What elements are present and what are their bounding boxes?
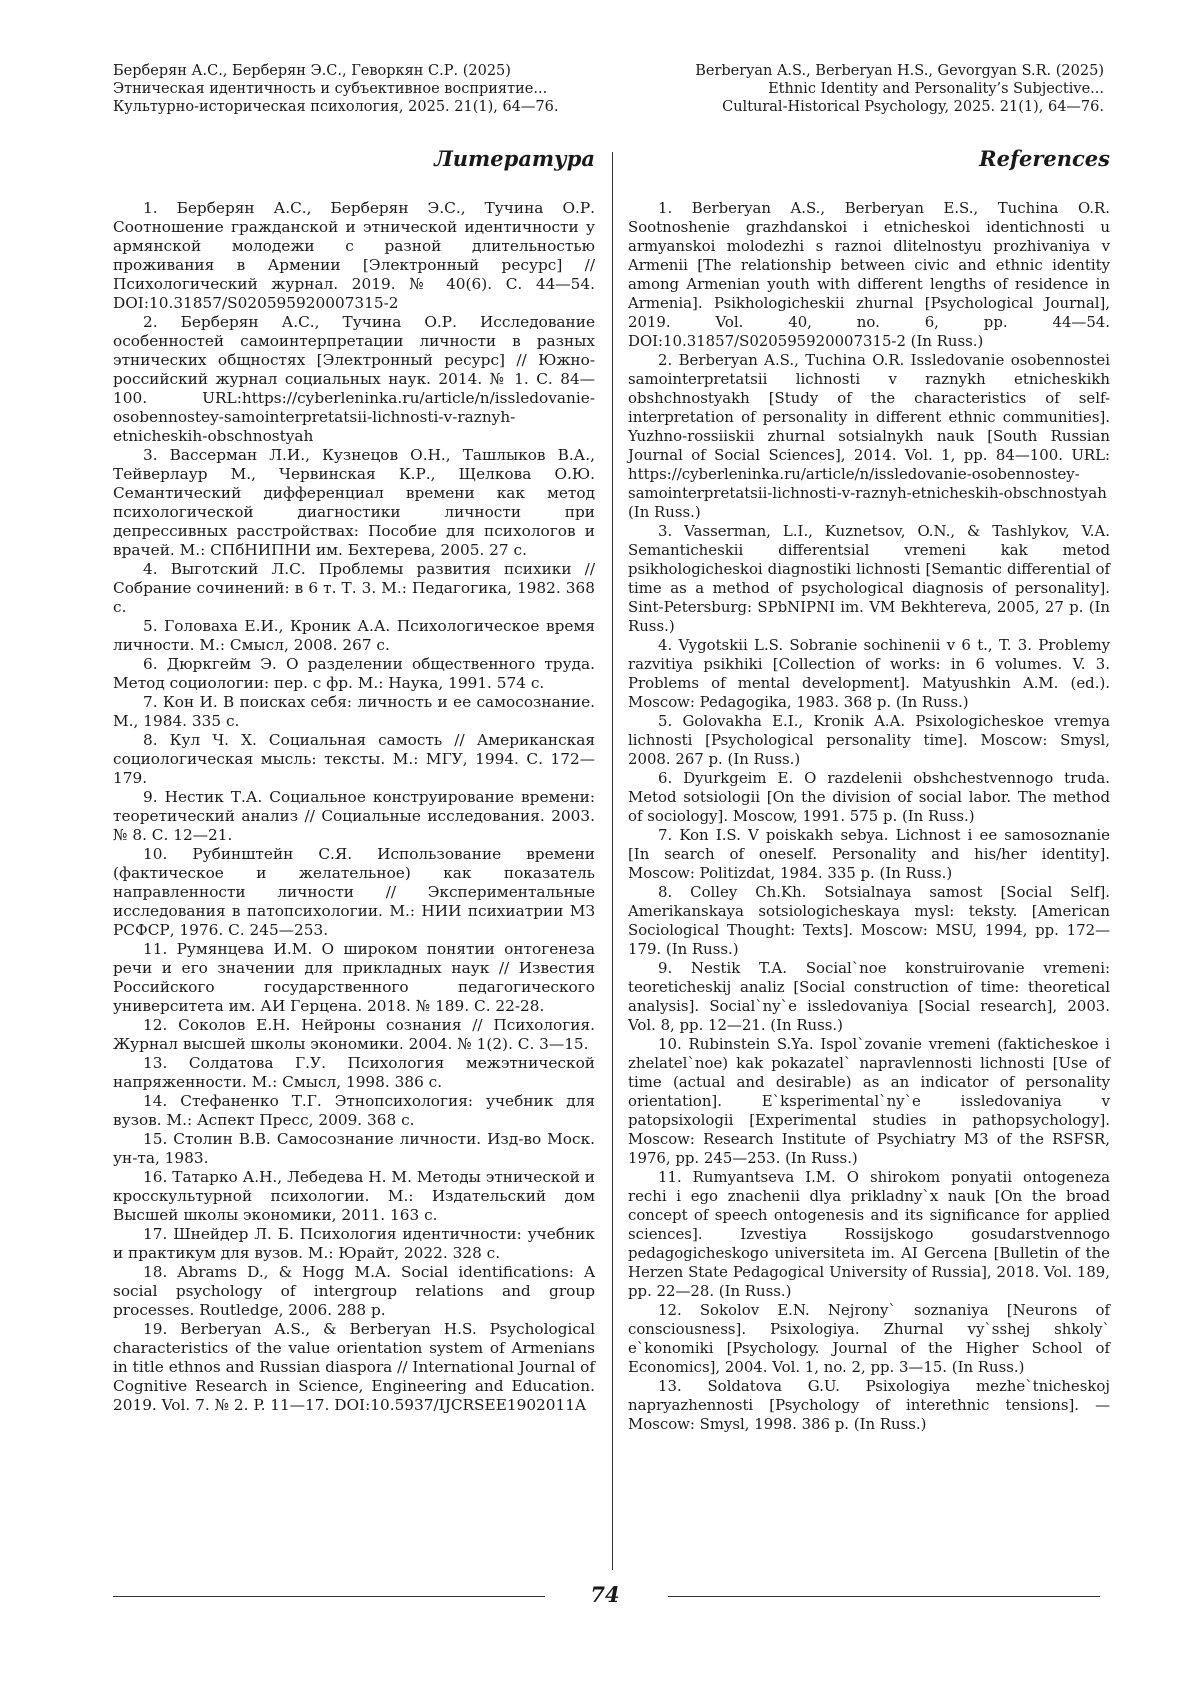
reference-item: 16. Татарко А.Н., Лебедева Н. М. Методы этнической и кросскультурной психологии. М.: Издательский дом Высшей школы экономики, 2011. 163 с.	[113, 1168, 595, 1225]
header-right-title: Ethnic Identity and Personality’s Subjective...	[584, 80, 1104, 98]
reference-item: 15. Столин В.В. Самосознание личности. Изд-во Моск. ун-та, 1983.	[113, 1130, 595, 1168]
header-left-journal: Культурно-историческая психология, 2025. 21(1), 64—76.	[113, 98, 633, 116]
reference-item: 8. Кул Ч. Х. Социальная самость // Американская социологическая мысль: тексты. М.: МГУ, 1994. С. 172—179.	[113, 731, 595, 788]
header-left-authors: Берберян А.С., Берберян Э.С., Геворкян С.Р. (2025)	[113, 62, 633, 80]
running-header-left	[113, 62, 633, 116]
reference-item: 12. Sokolov E.N. Nejrony` soznaniya [Neurons of consciousness]. Psixologiya. Zhurnal vy`sshej shkoly` e`konomiki [Psychology. Journal of the Higher School of Economics], 2004. Vol. 1, no. 2, pp. 3—15. (In Russ.)	[628, 1301, 1110, 1377]
reference-item: 4. Выготский Л.С. Проблемы развития психики // Собрание сочинений: в 6 т. Т. 3. М.: Педагогика, 1982. 368 с.	[113, 560, 595, 617]
references-column-english	[628, 146, 1110, 1434]
running-header-right	[584, 62, 1104, 116]
reference-item: 6. Дюркгейм Э. О разделении общественного труда. Метод социологии: пер. с фр. М.: Наука, 1991. 574 с.	[113, 655, 595, 693]
reference-item: 3. Vasserman, L.I., Kuznetsov, O.N., & Tashlykov, V.A. Semanticheskii differentsial vremeni kak metod psikhologicheskoi diagnostiki lichnosti [Semantic differential of time as a method of psychological diagnosis of personality]. Sint-Petersburg: SPbNIPNI im. VM Bekhtereva, 2005, 27 p. (In Russ.)	[628, 522, 1110, 636]
reference-item: 18. Abrams D., & Hogg M.A. Social identifications: A social psychology of intergroup relations and group processes. Routledge, 2006. 288 p.	[113, 1263, 595, 1320]
section-title-references: References	[628, 146, 1110, 172]
reference-item: 14. Стефаненко Т.Г. Этнопсихология: учебник для вузов. М.: Аспект Пресс, 2009. 368 с.	[113, 1092, 595, 1130]
references-column-russian	[113, 146, 595, 1415]
reference-list-russian	[113, 199, 595, 1415]
reference-item: 12. Соколов Е.Н. Нейроны сознания // Психология. Журнал высшей школы экономики. 2004. № 1(2). С. 3—15.	[113, 1016, 595, 1054]
reference-item: 1. Berberyan A.S., Berberyan E.S., Tuchina O.R. Sootnoshenie grazhdanskoi i etnicheskoi identichnosti u armyanskoi molodezhi s raznoi dlitelnostyu prozhivaniya v Armenii [The relationship between civic and ethnic identity among Armenian youth with different lengths of residence in Armenia]. Psikhologicheskii zhurnal [Psychological Journal], 2019. Vol. 40, no. 6, pp. 44—54. DOI:10.31857/S020595920007315-2 (In Russ.)	[628, 199, 1110, 351]
reference-item: 6. Dyurkgeim E. O razdelenii obshchestvennogo truda. Metod sotsiologii [On the division of social labor. The method of sociology]. Moscow, 1991. 575 p. (In Russ.)	[628, 769, 1110, 826]
reference-item: 9. Nestik T.A. Social`noe konstruirovanie vremeni: teoreticheskij analiz [Social construction of time: theoretical analysis]. Social`ny`e issledovaniya [Social research], 2003. Vol. 8, pp. 12—21. (In Russ.)	[628, 959, 1110, 1035]
reference-item: 13. Soldatova G.U. Psixologiya mezhe`tnicheskoj napryazhennosti [Psychology of interethnic tensions]. — Moscow: Smysl, 1998. 386 p. (In Russ.)	[628, 1377, 1110, 1434]
reference-item: 19. Berberyan A.S., & Berberyan H.S. Psychological characteristics of the value orientation system of Armenians in title ethnos and Russian diaspora // International Journal of Cognitive Research in Science, Engineering and Education. 2019. Vol. 7. № 2. P. 11—17. DOI:10.5937/IJCRSEE1902011A	[113, 1320, 595, 1415]
reference-item: 2. Berberyan A.S., Tuchina O.R. Issledovanie osobennostei samointerpretatsii lichnosti v raznykh etnicheskikh obshchnostyakh [Study of the characteristics of self-interpretation of personality in different ethnic communities]. Yuzhno-rossiiskii zhurnal sotsialnykh nauk [South Russian Journal of Social Sciences], 2014. Vol. 1, pp. 84—100. URL: https://cyberleninka.ru/article/n/issledovanie-osobennostey-samointerpretatsii-lichnosti-v-raznyh-etnicheskih-obschnostyah (In Russ.)	[628, 351, 1110, 522]
reference-item: 9. Нестик Т.А. Социальное конструирование времени: теоретический анализ // Социальные исследования. 2003. № 8. С. 12—21.	[113, 788, 595, 845]
header-right-journal: Cultural-Historical Psychology, 2025. 21(1), 64—76.	[584, 98, 1104, 116]
header-right-authors: Berberyan A.S., Berberyan H.S., Gevorgyan S.R. (2025)	[584, 62, 1104, 80]
reference-item: 5. Головаха Е.И., Кроник А.А. Психологическое время личности. М.: Смысл, 2008. 267 с.	[113, 617, 595, 655]
reference-item: 4. Vygotskii L.S. Sobranie sochinenii v 6 t., T. 3. Problemy razvitiya psikhiki [Collection of works: in 6 volumes. V. 3. Problems of mental development]. Matyushkin A.M. (ed.). Moscow: Pedagogika, 1983. 368 p. (In Russ.)	[628, 636, 1110, 712]
reference-item: 11. Румянцева И.М. О широком понятии онтогенеза речи и его значении для прикладных наук // Известия Российского государственного педагогического университета им. АИ Герцена. 2018. № 189. С. 22-28.	[113, 940, 595, 1016]
reference-item: 7. Кон И. В поисках себя: личность и ее самосознание. М., 1984. 335 с.	[113, 693, 595, 731]
reference-item: 17. Шнейдер Л. Б. Психология идентичности: учебник и практикум для вузов. М.: Юрайт, 2022. 328 с.	[113, 1225, 595, 1263]
reference-item: 3. Вассерман Л.И., Кузнецов О.Н., Ташлыков В.А., Тейверлаур М., Червинская К.Р., Щелкова О.Ю. Семантический дифференциал времени как метод психологической диагностики личности при депрессивных расстройствах: Пособие для психологов и врачей. М.: СПбНИПНИ им. Бехтерева, 2005. 27 с.	[113, 446, 595, 560]
reference-item: 13. Солдатова Г.У. Психология межэтнической напряженности. М.: Смысл, 1998. 386 с.	[113, 1054, 595, 1092]
reference-item: 8. Colley Ch.Kh. Sotsialnaya samost [Social Self]. Amerikanskaya sotsiologicheskaya mysl: teksty. [American Sociological Thought: Texts]. Moscow: MSU, 1994, pp. 172—179. (In Russ.)	[628, 883, 1110, 959]
footer-rule-right	[668, 1596, 1100, 1597]
column-divider	[612, 152, 613, 1570]
reference-item: 10. Рубинштейн С.Я. Использование времени (фактическое и желательное) как показатель направленности личности // Экспериментальные исследования в патопсихологии. М.: НИИ психиатрии МЗ РСФСР, 1976. С. 245—253.	[113, 845, 595, 940]
page-number: 74	[575, 1582, 635, 1607]
reference-item: 11. Rumyantseva I.M. O shirokom ponyatii ontogeneza rechi i ego znachenii dlya prikladny`x nauk [On the broad concept of speech ontogenesis and its significance for applied sciences]. Izvestiya Rossijskogo gosudarstvennogo pedagogicheskogo universiteta im. AI Gercena [Bulletin of the Herzen State Pedagogical University of Russia], 2018. Vol. 189, pp. 22—28. (In Russ.)	[628, 1168, 1110, 1301]
reference-item: 7. Kon I.S. V poiskakh sebya. Lichnost i ee samosoznanie [In search of oneself. Personality and his/her identity]. Moscow: Politizdat, 1984. 335 p. (In Russ.)	[628, 826, 1110, 883]
header-left-title: Этническая идентичность и субъективное восприятие...	[113, 80, 633, 98]
reference-list-english	[628, 199, 1110, 1434]
reference-item: 1. Берберян А.С., Берберян Э.С., Тучина О.Р. Соотношение гражданской и этнической идентичности у армянской молодежи с разной длительностью проживания в Армении [Электронный ресурс] // Психологический журнал. 2019. № 40(6). С. 44—54. DOI:10.31857/S020595920007315-2	[113, 199, 595, 313]
section-title-literatura: Литература	[113, 146, 595, 172]
reference-item: 5. Golovakha E.I., Kronik A.A. Psixologicheskoe vremya lichnosti [Psychological personality time]. Moscow: Smysl, 2008. 267 p. (In Russ.)	[628, 712, 1110, 769]
reference-item: 10. Rubinstein S.Ya. Ispol`zovanie vremeni (fakticheskoe i zhelatel`noe) kak pokazatel` napravlennosti lichnosti [Use of time (actual and desirable) as an indicator of personality orientation]. E`ksperimental`ny`e issledovaniya v patopsixologii [Experimental studies in pathopsychology]. Moscow: Research Institute of Psychiatry M3 of the RSFSR, 1976, pp. 245—253. (In Russ.)	[628, 1035, 1110, 1168]
reference-item: 2. Берберян А.С., Тучина О.Р. Исследование особенностей самоинтерпретации личности в разных этнических общностях [Электронный ресурс] // Южно-российский журнал социальных наук. 2014. № 1. С. 84—100. URL:https://cyberleninka.ru/article/n/issledovanie-osobennostey-samointerpretatsii-lichnosti-v-raznyh-etnicheskih-obschnostyah	[113, 313, 595, 446]
footer-rule-left	[113, 1596, 545, 1597]
